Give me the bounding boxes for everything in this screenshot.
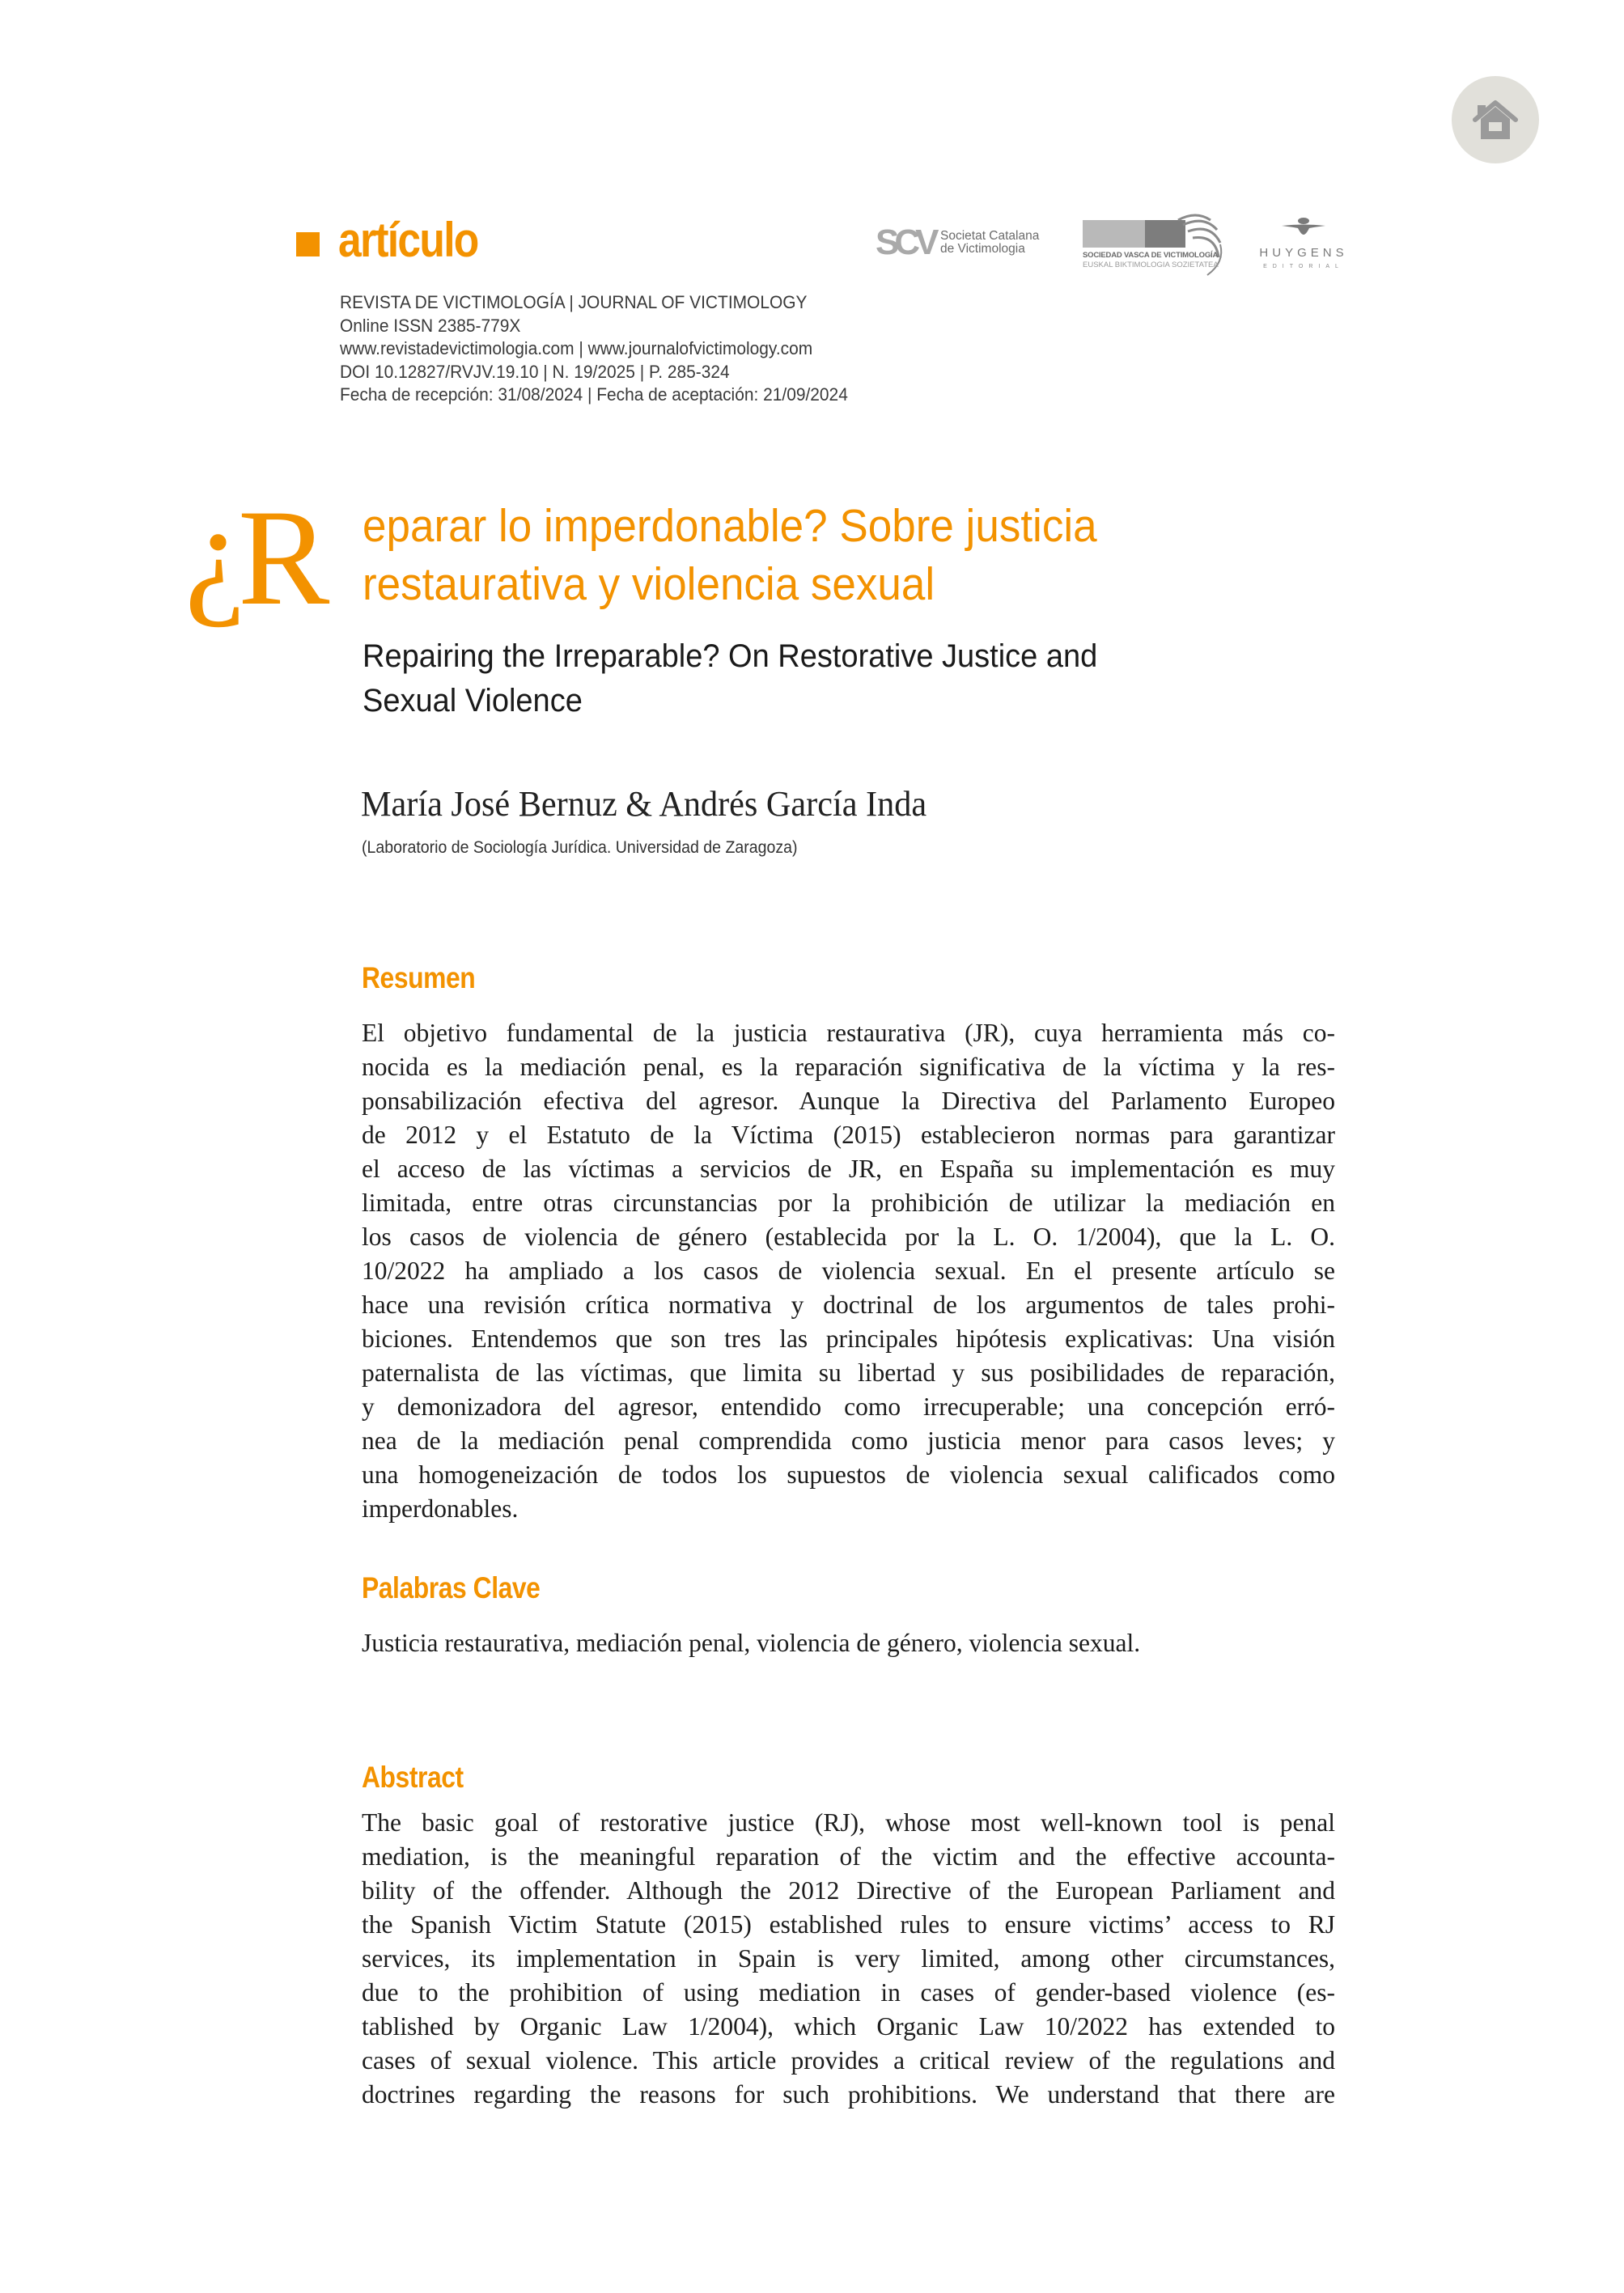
keywords-text: Justicia restaurativa, mediación penal, violencia de género, violencia sexual. bbox=[362, 1629, 1141, 1657]
huygens-mark-icon bbox=[1280, 217, 1327, 236]
abstract-body: The basic goal of restorative justice (RJ), whose most well-known tool is penal mediation, is the meaningful reparation of the victim and the effective accounta- bility of the offender. Although the 2012 Directive of the European Parliament and the Spanish Victim Statute (2015) established rules to ensure victims’ access to RJ services, its implementation in Spain is very limited, among other circumstances, due to the prohibition of using mediation in cases of gender-based violence (es- tablished by Organic Law 1/2004), which Organic Law 10/2022 has extended to cases of sexual violence. This article provides a critical review of the regulations and doctrines regarding the reasons for such prohibitions. We understand that there are bbox=[362, 1808, 1335, 2109]
journal-urls: www.revistadevictimologia.com | www.journalofvictimology.com bbox=[340, 338, 813, 359]
section-square-icon bbox=[296, 232, 320, 256]
abstract-heading: Abstract bbox=[362, 1761, 464, 1794]
section-tag bbox=[296, 212, 501, 269]
logo-sociedad-vasca: SOCIEDAD VASCA DE VICTIMOLOGÍA EUSKAL BIKTIMOLOGIA SOZIETATEA bbox=[1083, 212, 1228, 278]
journal-name: REVISTA DE VICTIMOLOGÍA | JOURNAL OF VICTIMOLOGY bbox=[340, 292, 808, 312]
affiliation: (Laboratorio de Sociología Jurídica. Universidad de Zaragoza) bbox=[362, 838, 798, 857]
section-label: artículo bbox=[338, 213, 478, 267]
resumen-heading: Resumen bbox=[362, 961, 476, 994]
title-dropcap-question: ¿ bbox=[184, 477, 246, 629]
dates: Fecha de recepción: 31/08/2024 | Fecha de aceptación: 21/09/2024 bbox=[340, 384, 848, 405]
home-button[interactable] bbox=[1452, 76, 1539, 163]
issn: Online ISSN 2385-779X bbox=[340, 315, 521, 336]
resumen-body: El objetivo fundamental de la justicia restaurativa (JR), cuya herramienta más co- nocida es la mediación penal, es la reparación significativa de la víctima y la res- ponsabilización efectiva del agresor. Aunque la Directiva del Parlamento Europeo de 2012 y el Estatuto de la Víctima (2015) establecieron normas para garantizar el acceso de las víctimas a servicios de JR, en España su implementación es muy limitada, entre otras circunstancias por la prohibición de utilizar la mediación en los casos de violencia de género (establecida por la L. O. 1/2004), que la L. O. 10/2022 ha ampliado a los casos de violencia sexual. En el presente artículo se hace una revisión crítica normativa y doctrinal de los argumentos de tales prohi- biciones. Entendemos que son tres las principales hipótesis explicativas: Una visión paternalista de las víctimas, que limita su libertad y sus posibilidades de reparación, y demonizadora del agresor, entendido como irrecuperable; una concepción erró- nea de la mediación penal comprendida como justicia menor para casos leves; y una homogeneización de todos los supuestos de violencia sexual calificados como imperdonables. bbox=[362, 1019, 1335, 1523]
keywords-heading: Palabras Clave bbox=[362, 1571, 541, 1604]
article-title-en: Repairing the Irreparable? On Restorative Justice and Sexual Violence bbox=[363, 638, 1098, 718]
logo-huygens: HUYGENS EDITORIAL bbox=[1259, 212, 1348, 277]
journal-meta bbox=[340, 291, 848, 407]
logo-societat-catalana bbox=[876, 223, 1040, 262]
title-dropcap-r: R bbox=[238, 481, 330, 634]
scv-text: Societat Catalana de Victimologia bbox=[940, 229, 1040, 256]
article-title-es: eparar lo imperdonable? Sobre justicia restaurativa y violencia sexual bbox=[363, 500, 1097, 610]
home-icon bbox=[1473, 99, 1518, 141]
doi-info: DOI 10.12827/RVJV.19.10 | N. 19/2025 | P. 285-324 bbox=[340, 361, 730, 382]
authors: María José Bernuz & Andrés García Inda bbox=[361, 784, 927, 824]
scv-mark: SCV bbox=[876, 223, 935, 262]
